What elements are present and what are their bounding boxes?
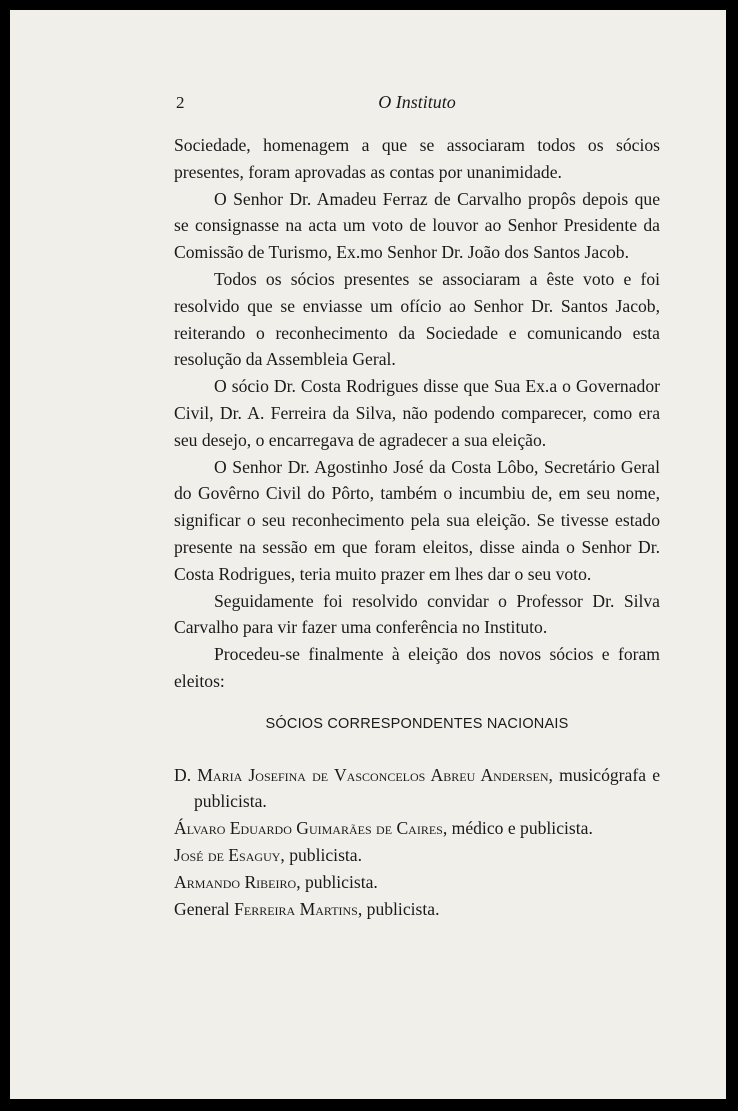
section-heading: SÓCIOS CORRESPONDENTES NACIONAIS: [265, 715, 569, 732]
paragraph: Todos os sócios presentes se associaram a êste voto e foi resolvido que se enviasse um ofício ao Senhor Dr. Santos Jacob, reiterando o reconhecimento da Sociedade e comunicando esta resolução da Assembleia Geral.: [174, 268, 660, 370]
member-name: Armando Ribeiro: [174, 871, 297, 892]
document-page: [10, 10, 726, 1099]
paragraph: O sócio Dr. Costa Rodrigues disse que Sua Ex.a o Governador Civil, Dr. A. Ferreira da Silva, não podendo comparecer, como era seu desejo, o encarregava de agradecer a sua eleição.: [174, 376, 660, 450]
paragraph: O Senhor Dr. Amadeu Ferraz de Carvalho propôs depois que se consignasse na acta um voto de louvor ao Senhor Presidente da Comissão de Turismo, Ex.mo Senhor Dr. João dos Santos Jacob.: [174, 188, 660, 263]
member-name: Álvaro Eduardo Guimarães de Caires: [174, 818, 443, 839]
member-prefix: D.: [174, 764, 198, 785]
member-description: , publicista.: [280, 844, 363, 865]
running-head: [174, 82, 660, 110]
journal-title: O Instituto: [378, 92, 456, 112]
member-list: [174, 762, 660, 923]
page-number: 2: [176, 93, 185, 112]
paragraph: Sociedade, homenagem a que se associaram todos os sócios presentes, foram aprovadas as contas por unanimidade.: [174, 135, 660, 182]
member-description: , publicista.: [357, 898, 440, 919]
page-content: [174, 82, 660, 922]
member-description: , publicista.: [296, 871, 378, 892]
member-entry: [174, 896, 660, 923]
member-description: , médico e publicista.: [442, 818, 593, 839]
paragraph: Procedeu-se finalmente à eleição dos novos sócios e foram eleitos:: [174, 644, 660, 691]
paragraph: Seguidamente foi resolvido convidar o Professor Dr. Silva Carvalho para vir fazer uma conferência no Instituto.: [174, 590, 660, 638]
member-description: , musicógrafa e publicista.: [194, 764, 660, 812]
member-entry: [174, 815, 660, 842]
member-entry: [174, 842, 660, 869]
member-name: José de Esaguy: [174, 844, 281, 865]
member-prefix: General: [174, 898, 235, 919]
paragraph: O Senhor Dr. Agostinho José da Costa Lôbo, Secretário Geral do Govêrno Civil do Pôrto, também o incumbiu de, em seu nome, significar o seu reconhecimento pela sua eleição. Se tivesse estado presente na sessão em que foram eleitos, disse ainda o Senhor Dr. Costa Rodrigues, teria muito prazer em lhes dar o seu voto.: [174, 456, 660, 584]
member-entry: [174, 869, 660, 896]
member-name: Ferreira Martins: [234, 898, 358, 919]
member-name: Maria Josefina de Vasconcelos Abreu Andersen: [197, 764, 549, 785]
member-entry: [174, 762, 660, 816]
